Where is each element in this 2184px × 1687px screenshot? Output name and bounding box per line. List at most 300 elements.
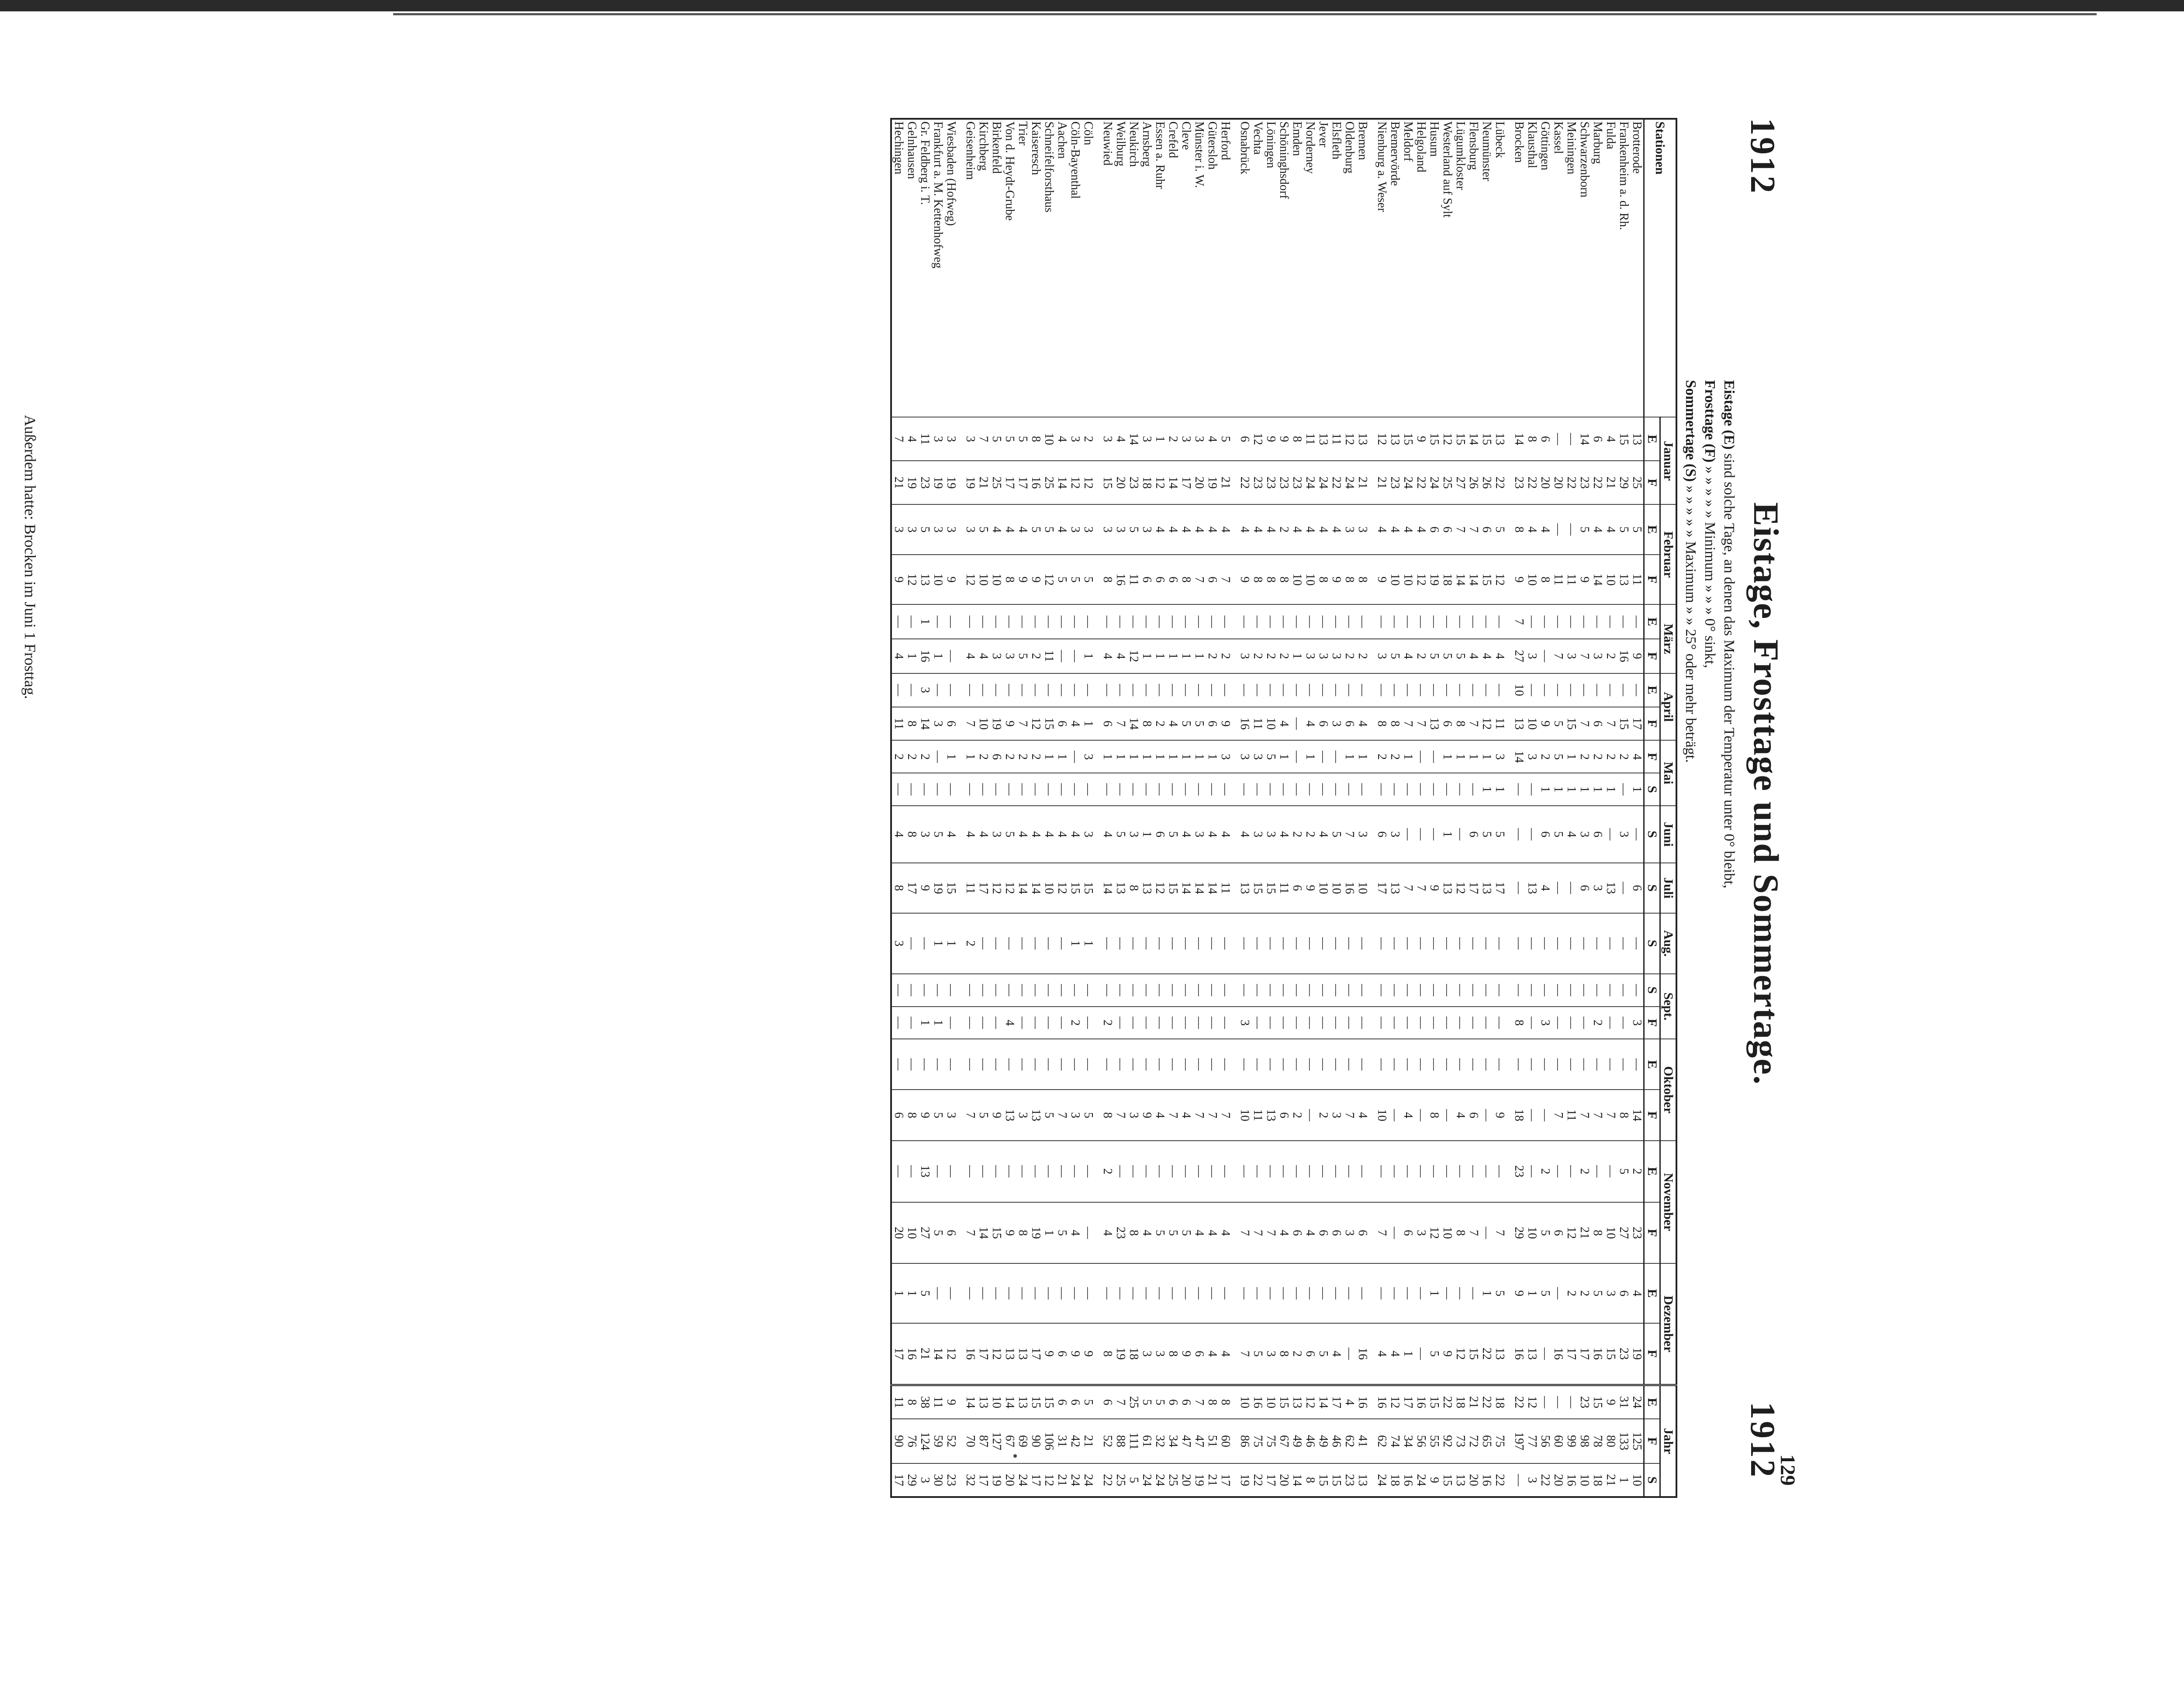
value-cell: 7 [1604,707,1617,741]
station-name: Göttingen [1538,121,1552,170]
value-cell: 14 [918,707,931,741]
value-cell: 4 [1290,504,1303,555]
value-cell: 10 [1375,1090,1388,1140]
value-cell: — [1525,1141,1538,1202]
value-cell: 1 [1480,773,1493,806]
value-cell: 9 [1330,555,1343,605]
value-cell: 2 [891,740,905,773]
value-cell: 8 [1101,1323,1114,1385]
table-row [1303,119,1317,1497]
value-cell: 23 [1578,1385,1591,1419]
value-cell: 4 [964,806,977,863]
value-cell: 5 [1552,707,1565,741]
value-cell: 56 [1414,1419,1427,1463]
value-cell: 16 [1238,707,1251,741]
value-cell: 3 [1101,504,1114,555]
value-cell: 13 [1114,863,1127,913]
column-code: S [1644,863,1660,913]
value-cell: — [1153,773,1166,806]
value-cell: — [1192,974,1206,1007]
value-cell: — [1055,1007,1068,1039]
value-cell: 1 [1082,707,1101,741]
value-cell: 7 [1114,707,1127,741]
value-cell: — [1565,1385,1578,1419]
value-cell: — [1480,1007,1493,1039]
value-cell: 88 [1114,1419,1127,1463]
value-cell: 5 [1192,707,1206,741]
value-cell: 3 [1003,639,1016,673]
month-header: Dezember [1660,1263,1677,1385]
value-cell: — [1219,974,1238,1007]
table-row [1166,119,1179,1497]
value-cell: — [1003,913,1016,974]
value-cell: — [1578,1039,1591,1090]
value-cell: 25 [1441,461,1454,504]
value-cell: 9 [944,555,964,605]
value-cell: 13 [1617,555,1630,605]
value-cell: — [1604,604,1617,639]
table-row [1140,119,1153,1497]
value-cell: 7 [1467,1202,1480,1264]
value-cell: 3 [1140,1323,1153,1385]
value-cell: — [891,974,905,1007]
value-cell: 5 [1552,740,1565,773]
value-cell: 5 [1042,1090,1055,1140]
value-cell: — [1493,1039,1512,1090]
value-cell: 18 [1454,1385,1467,1419]
value-cell: — [1264,673,1277,707]
value-cell: — [1604,1141,1617,1202]
value-cell: — [1467,1007,1480,1039]
value-cell: 4 [1277,806,1290,863]
value-cell: — [1082,1202,1101,1264]
value-cell: 6 [944,707,964,741]
value-cell: — [1153,1141,1166,1202]
value-cell: — [1029,1141,1042,1202]
value-cell: — [1401,806,1414,863]
value-cell: — [1068,1039,1082,1090]
column-code: E [1644,1385,1660,1419]
value-cell: 1 [1401,740,1414,773]
value-cell: 3 [1238,639,1251,673]
value-cell: — [1303,1007,1317,1039]
value-cell: 87 [977,1419,990,1463]
value-cell: 6 [1101,1385,1114,1419]
value-cell: — [1388,1141,1401,1202]
value-cell: 5 [1630,504,1644,555]
value-cell: 11 [891,707,905,741]
value-cell: 2 [1029,740,1042,773]
value-cell: 1 [944,740,964,773]
value-cell: 5 [1538,1263,1552,1323]
value-cell: 7 [1114,1385,1127,1419]
value-cell: 3 [1591,639,1604,673]
table-row [944,119,964,1497]
value-cell: 3 [1525,740,1538,773]
value-cell: 7 [1166,1090,1179,1140]
value-cell: 6 [1166,555,1179,605]
value-cell: 6 [1055,707,1068,741]
value-cell: 9 [891,555,905,605]
value-cell: 14 [1166,461,1179,504]
value-cell: — [1493,1141,1512,1202]
value-cell: 5 [1082,1090,1101,1140]
value-cell: 8 [1029,417,1042,461]
value-cell: — [1538,1323,1552,1385]
table-row [1127,119,1140,1497]
value-cell: 8 [905,1090,918,1140]
value-cell: 16 [1356,1385,1375,1419]
value-cell: 12 [1042,1463,1055,1497]
value-cell: — [1219,604,1238,639]
value-cell: 11 [1127,555,1140,605]
value-cell: 4 [891,806,905,863]
value-cell: 6 [1290,863,1303,913]
station-name: Brocken [1512,121,1526,163]
value-cell: 10 [1317,863,1330,913]
value-cell: — [1153,1007,1166,1039]
value-cell: — [1552,1141,1565,1202]
value-cell: — [1538,913,1552,974]
value-cell: — [1317,974,1330,1007]
value-cell: 15 [1480,417,1493,461]
value-cell: 4 [944,806,964,863]
value-cell: — [1512,1039,1525,1090]
value-cell: 70 [964,1419,977,1463]
value-cell: 11 [1630,555,1644,605]
value-cell: — [1441,773,1454,806]
value-cell: 3 [1153,1323,1166,1385]
value-cell: 9 [1630,639,1644,673]
value-cell: 10 [1525,555,1538,605]
value-cell: — [1029,974,1042,1007]
value-cell: — [1427,806,1441,863]
value-cell: — [1565,673,1578,707]
value-cell: 19 [944,461,964,504]
value-cell: 2 [1101,1007,1114,1039]
value-cell: 32 [964,1463,977,1497]
value-cell: — [1068,974,1082,1007]
value-cell: 22 [1565,461,1578,504]
value-cell: — [1552,913,1565,974]
value-cell: 60 [1552,1419,1565,1463]
value-cell: 2 [1591,1007,1604,1039]
value-cell: — [1140,974,1153,1007]
station-name: Neukirch [1127,121,1140,167]
value-cell: 4 [1277,1202,1290,1264]
table-row [1114,119,1127,1497]
value-cell: 7 [1238,1323,1251,1385]
value-cell: — [891,604,905,639]
value-cell: — [1179,1141,1192,1202]
value-cell: 4 [1192,1202,1206,1264]
value-cell: 14 [1101,863,1114,913]
value-cell: — [1401,1039,1414,1090]
value-cell: 16 [1512,1323,1525,1385]
value-cell: — [1427,1039,1441,1090]
value-cell: 7 [1219,555,1238,605]
month-header: Aug. [1660,913,1677,974]
station-name: Flensburg [1467,121,1480,170]
value-cell: 20 [1192,461,1206,504]
value-cell: — [1166,913,1179,974]
value-cell: — [1343,974,1356,1007]
value-cell: 15 [1427,1385,1441,1419]
value-cell: 65 [1480,1419,1493,1463]
value-cell: 15 [990,1202,1003,1264]
value-cell: 5 [1016,417,1029,461]
value-cell: 5 [1029,504,1042,555]
value-cell: 3 [1238,740,1251,773]
value-cell: — [1356,673,1375,707]
value-cell: — [1441,1141,1454,1202]
value-cell: 2 [1029,639,1042,673]
value-cell: 5 [931,1202,944,1264]
value-cell: — [1055,974,1068,1007]
value-cell: 5 [1493,504,1512,555]
station-name: Helgoland [1414,121,1428,172]
value-cell: 4 [1525,504,1538,555]
value-cell: 2 [905,740,918,773]
value-cell: 8 [1219,1385,1238,1419]
value-cell: 15 [1441,1463,1454,1497]
value-cell: 11 [918,417,931,461]
table-row [1493,119,1512,1497]
value-cell: 5 [1140,1385,1153,1419]
value-cell: 5 [1578,504,1591,555]
value-cell: — [1480,1202,1493,1264]
value-cell: 22 [1101,1463,1114,1497]
value-cell: 4 [1604,504,1617,555]
value-cell: 4 [1206,1323,1219,1385]
value-cell: 67 [1003,1419,1016,1463]
table-row [977,119,990,1497]
value-cell: — [1467,604,1480,639]
table-row [1330,119,1343,1497]
value-cell: 3 [1330,1090,1343,1140]
value-cell: 73 [1454,1419,1467,1463]
value-cell: 16 [964,1323,977,1385]
value-cell: — [1330,1039,1343,1090]
value-cell: 15 [1042,1385,1055,1419]
value-cell: 9 [1427,1463,1441,1497]
value-cell: — [964,673,977,707]
value-cell: 4 [964,639,977,673]
value-cell: — [1388,1263,1401,1323]
value-cell: 21 [918,1323,931,1385]
value-cell: 77 [1525,1419,1538,1463]
value-cell: 7 [1375,1202,1388,1264]
value-cell: 3 [944,417,964,461]
value-cell: — [1317,740,1330,773]
value-cell: — [1303,1039,1317,1090]
value-cell: — [1467,913,1480,974]
value-cell: — [1630,806,1644,863]
value-cell: — [1467,773,1480,806]
value-cell: 24 [1317,461,1330,504]
value-cell: 9 [1003,1202,1016,1264]
value-cell: 6 [1591,417,1604,461]
value-cell: 5 [1427,639,1441,673]
value-cell: 10 [931,555,944,605]
value-cell: 5 [1055,555,1068,605]
value-cell: 7 [1401,707,1414,741]
value-cell: 1 [891,1263,905,1323]
value-cell: — [1414,740,1427,773]
value-cell: — [1617,673,1630,707]
value-cell: 23 [1388,461,1401,504]
value-cell: — [905,1007,918,1039]
value-cell: — [1512,974,1525,1007]
value-cell: 15 [1166,863,1179,913]
table-row [1068,119,1082,1497]
station-name: Aachen [1055,121,1069,159]
value-cell: — [1114,1263,1127,1323]
column-code: E [1644,417,1660,461]
value-cell: 16 [1356,1323,1375,1385]
value-cell: 3 [1251,740,1264,773]
value-cell: 4 [1153,504,1166,555]
value-cell: — [918,1039,931,1090]
value-cell: — [931,673,944,707]
value-cell: — [1356,773,1375,806]
value-cell: 4 [1029,806,1042,863]
value-cell: 19 [1630,1323,1644,1385]
value-cell: 6 [1238,417,1251,461]
value-cell: 3 [1343,504,1356,555]
value-cell: 3 [1317,639,1330,673]
value-cell: — [1068,604,1082,639]
value-cell: 3 [1388,806,1401,863]
value-cell: 49 [1317,1419,1330,1463]
rotated-page [0,109,1813,1507]
value-cell: 14 [1512,417,1525,461]
value-cell: 15 [1591,1385,1604,1419]
value-cell: — [1101,773,1114,806]
value-cell: 6 [1441,707,1454,741]
value-cell: — [1552,1385,1565,1419]
column-code: F [1644,1090,1660,1140]
value-cell: 4 [1238,806,1251,863]
value-cell: — [964,1141,977,1202]
value-cell: — [1330,1007,1343,1039]
value-cell: — [1016,604,1029,639]
value-cell: — [964,1263,977,1323]
value-cell: 4 [1388,1323,1401,1385]
value-cell: 2 [1604,740,1617,773]
value-cell: 4 [977,806,990,863]
value-cell: 9 [1042,1323,1055,1385]
value-cell: — [1153,1039,1166,1090]
value-cell: 14 [1454,555,1467,605]
value-cell: — [1480,1141,1493,1202]
value-cell: 7 [1192,555,1206,605]
value-cell: — [1251,673,1264,707]
value-cell: 1 [1427,1263,1441,1323]
station-name: Herford [1219,121,1232,160]
value-cell: 1 [931,1007,944,1039]
value-cell: 5 [931,1090,944,1140]
station-name: Bremervörde [1388,121,1402,186]
value-cell: 47 [1192,1419,1206,1463]
value-cell: 5 [990,417,1003,461]
value-cell: 13 [1290,1385,1303,1419]
value-cell: 7 [1552,639,1565,673]
value-cell: 4 [1003,1007,1016,1039]
column-code: E [1644,604,1660,639]
value-cell: 5 [1493,1263,1512,1323]
value-cell: — [1343,1039,1356,1090]
value-cell: 19 [1114,1323,1127,1385]
value-cell: — [1068,1263,1082,1323]
value-cell: 4 [1480,639,1493,673]
value-cell: 7 [964,1090,977,1140]
value-cell: — [1192,1263,1206,1323]
value-cell: 5 [1179,707,1192,741]
value-cell: 8 [1206,1385,1219,1419]
value-cell: 2 [1290,1323,1303,1385]
value-cell: — [1264,1263,1277,1323]
value-cell: — [931,773,944,806]
value-cell: 8 [905,707,918,741]
value-cell: 16 [1552,1323,1565,1385]
value-cell: 4 [1179,1090,1192,1140]
station-name: Elsfleth [1330,121,1343,160]
value-cell: 4 [891,639,905,673]
value-cell: 27 [918,1202,931,1264]
table-row [1401,119,1414,1497]
station-name: Crefeld [1166,121,1180,158]
value-cell: 22 [1525,461,1538,504]
value-cell: 16 [1401,1463,1414,1497]
station-name: Weilburg [1114,121,1127,166]
value-cell: 3 [1251,806,1264,863]
value-cell: 4 [1042,806,1055,863]
value-cell: 7 [1192,1090,1206,1140]
value-cell: — [1427,604,1441,639]
value-cell: 17 [891,1323,905,1385]
value-cell: 12 [1153,461,1166,504]
value-cell: — [1427,913,1441,974]
value-cell: 5 [1388,639,1401,673]
value-cell: 13 [1388,863,1401,913]
value-cell: 3 [990,806,1003,863]
value-cell: 1 [1042,1202,1055,1264]
value-cell: — [1290,673,1303,707]
value-cell: 6 [1441,504,1454,555]
value-cell: 10 [905,1202,918,1264]
value-cell: — [1480,1039,1493,1090]
column-code: F [1644,1419,1660,1463]
value-cell: 16 [1114,555,1127,605]
value-cell: — [1604,974,1617,1007]
station-name: Emden [1290,121,1304,156]
value-cell: — [1277,974,1290,1007]
value-cell: — [1219,913,1238,974]
table-row [1454,119,1467,1497]
value-cell: 11 [891,1385,905,1419]
value-cell: — [1264,1039,1277,1090]
value-cell: 7 [1219,1090,1238,1140]
value-cell: 8 [1317,555,1330,605]
table-row [1552,119,1565,1497]
value-cell: — [1414,913,1427,974]
value-cell: — [977,673,990,707]
value-cell: — [1277,604,1290,639]
value-cell: — [1127,913,1140,974]
value-cell: 19 [1206,461,1219,504]
value-cell: — [1552,673,1565,707]
